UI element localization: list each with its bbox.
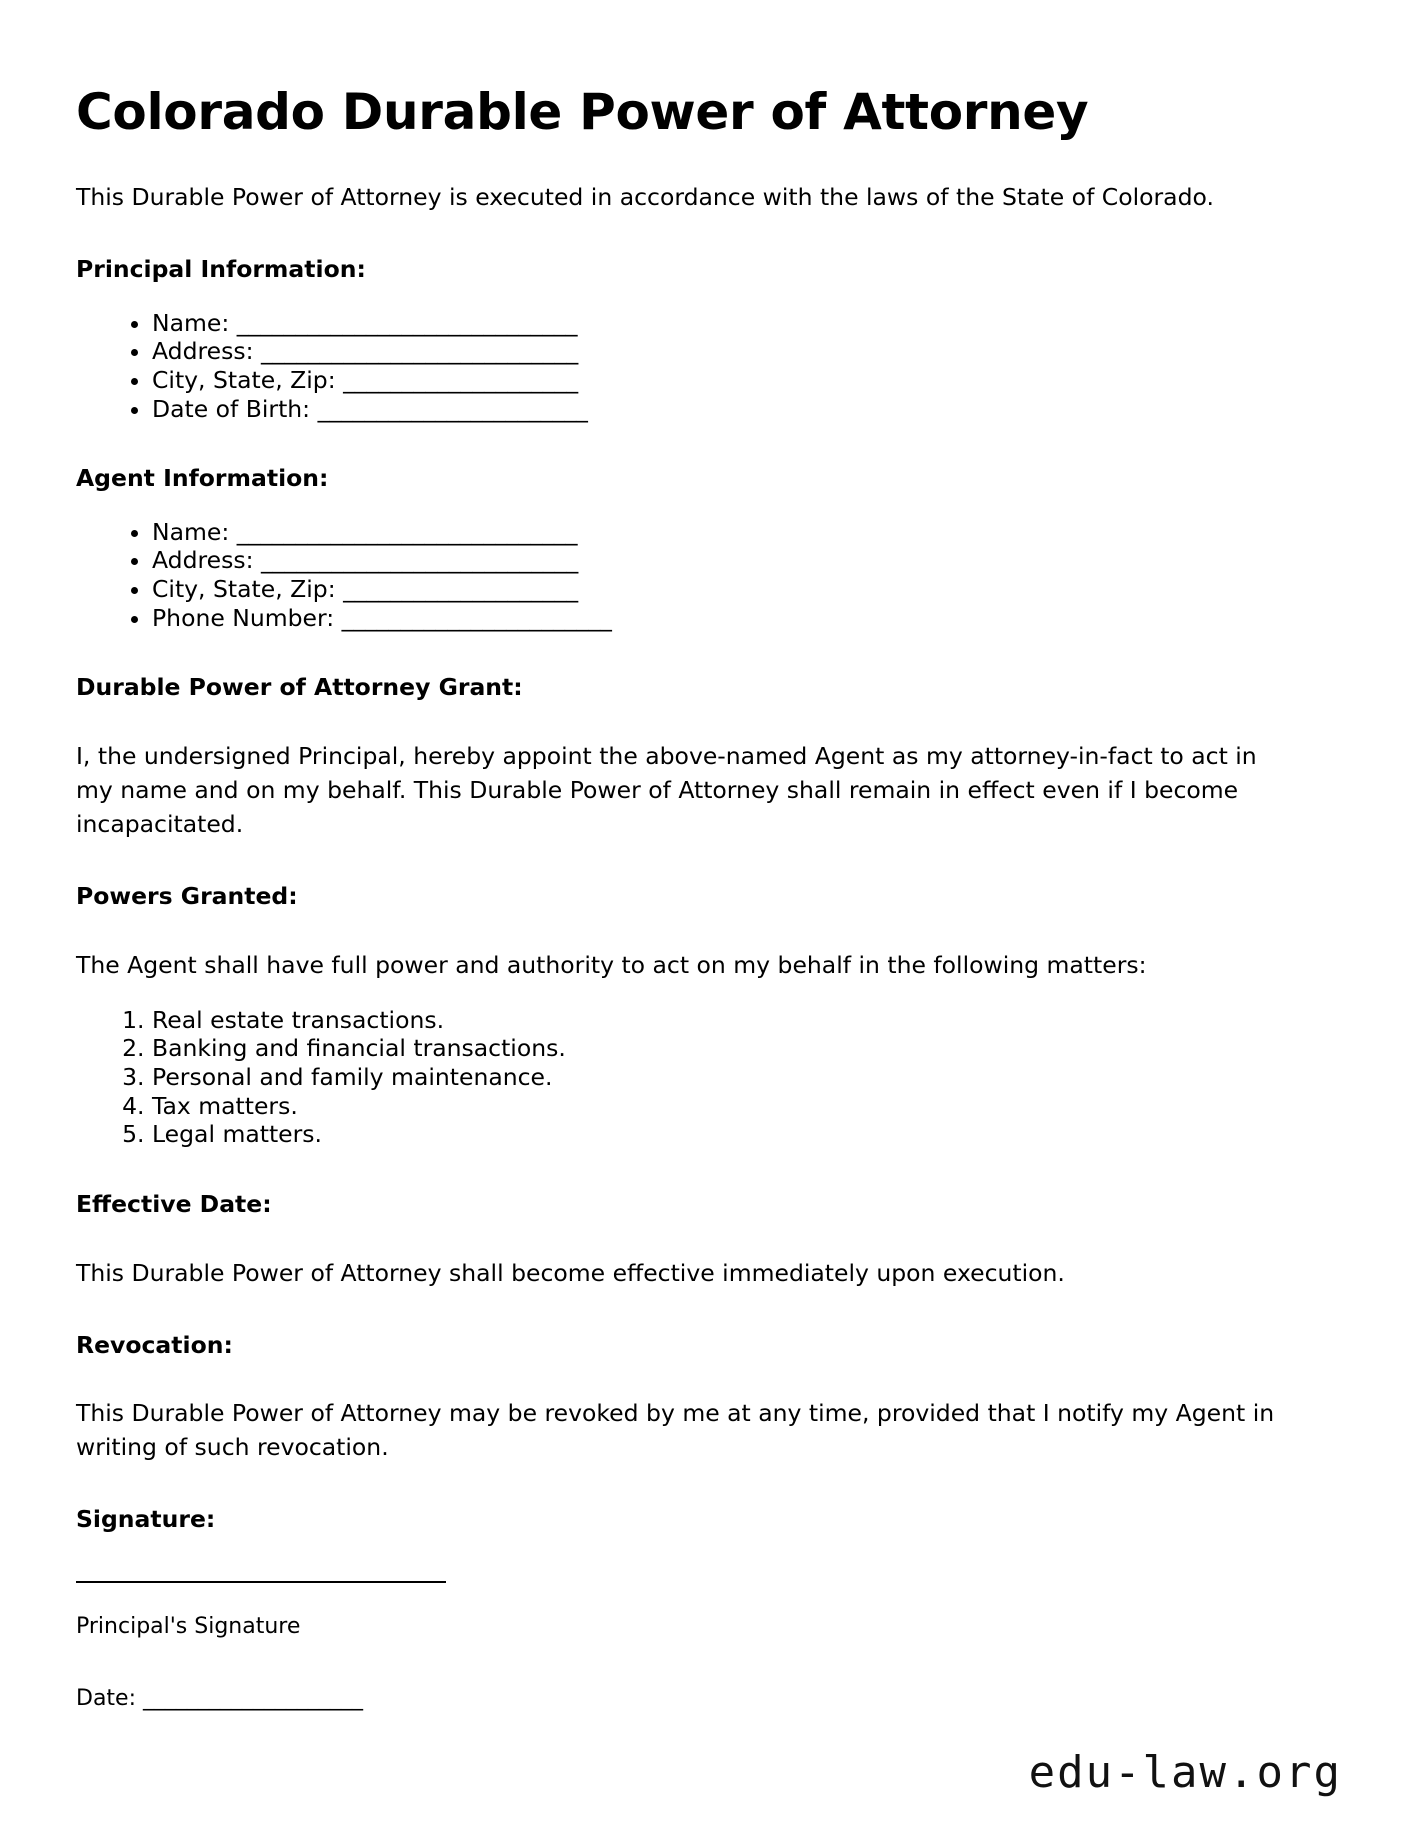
powers-granted-list bbox=[76, 1006, 1340, 1149]
list-item: 2. Banking and financial transactions. bbox=[152, 1034, 1340, 1063]
effective-date-paragraph: This Durable Power of Attorney shall become effective immediately upon execution. bbox=[76, 1258, 1065, 1287]
list-item: 5. Legal matters. bbox=[152, 1120, 1340, 1149]
principal-information-heading: Principal Information: bbox=[76, 255, 366, 284]
page-title: Colorado Durable Power of Attorney bbox=[76, 83, 1089, 141]
list-item: • Name: _____________________________ bbox=[152, 518, 1340, 547]
watermark: edu-law.org bbox=[1028, 1747, 1342, 1798]
revocation-heading: Revocation: bbox=[76, 1330, 233, 1359]
agent-information-heading: Agent Information: bbox=[76, 464, 329, 493]
intro-paragraph: This Durable Power of Attorney is executed in accordance with the laws of the State of Colorado. bbox=[76, 183, 1214, 211]
grant-paragraph: I, the undersigned Principal, hereby appoint the above-named Agent as my attorney-in-fact to act in my name and on my behalf. This Durable Power of Attorney shall remain in effect even if I become incapacitated. bbox=[76, 741, 1257, 839]
signature-date-field: Date: ____________________ bbox=[76, 1686, 363, 1712]
list-item: • Address: ___________________________ bbox=[152, 546, 1340, 575]
principal-information-fields bbox=[76, 309, 1340, 424]
powers-granted-heading: Powers Granted: bbox=[76, 882, 298, 911]
revocation-paragraph: This Durable Power of Attorney may be revoked by me at any time, provided that I notify my Agent in writing of such revocation. bbox=[76, 1399, 1275, 1462]
list-item: • Address: ___________________________ bbox=[152, 337, 1340, 366]
agent-information-fields bbox=[76, 518, 1340, 633]
grant-heading: Durable Power of Attorney Grant: bbox=[76, 673, 523, 702]
powers-granted-intro: The Agent shall have full power and authority to act on my behalf in the following matters: bbox=[76, 950, 1147, 979]
list-item: • Phone Number: _______________________ bbox=[152, 604, 1340, 633]
signature-heading: Signature: bbox=[76, 1505, 216, 1534]
list-item: 4. Tax matters. bbox=[152, 1092, 1340, 1121]
list-item: • City, State, Zip: ____________________ bbox=[152, 575, 1340, 604]
list-item: • City, State, Zip: ____________________ bbox=[152, 366, 1340, 395]
effective-date-heading: Effective Date: bbox=[76, 1190, 272, 1219]
list-item: • Name: _____________________________ bbox=[152, 309, 1340, 338]
signature-caption: Principal's Signature bbox=[76, 1613, 301, 1639]
list-item: • Date of Birth: _______________________ bbox=[152, 395, 1340, 424]
list-item: 1. Real estate transactions. bbox=[152, 1006, 1340, 1035]
signature-line bbox=[76, 1581, 446, 1583]
list-item: 3. Personal and family maintenance. bbox=[152, 1063, 1340, 1092]
